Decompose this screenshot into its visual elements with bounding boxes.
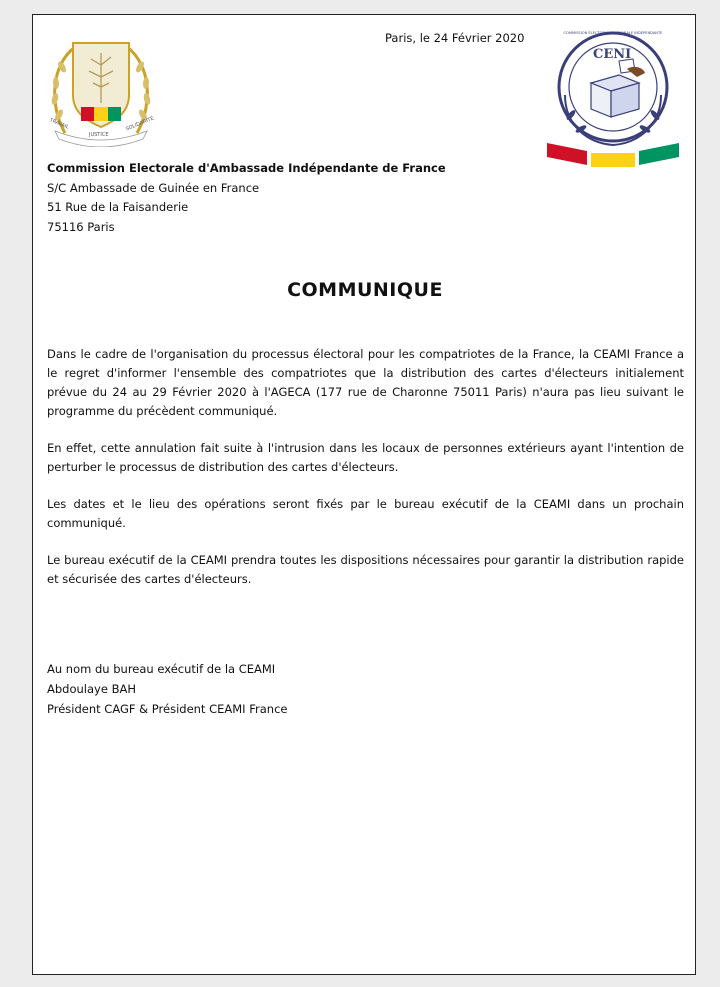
- date-line: Paris, le 24 Février 2020: [385, 31, 525, 45]
- signature-name: Abdoulaye BAH: [47, 682, 136, 696]
- coat-motto: [47, 115, 157, 151]
- paragraph: En effet, cette annulation fait suite à l'intrusion dans les locaux de personnes extérieurs ayant l'intention de perturber le processus de distribution des cartes d'électeurs.: [47, 441, 684, 474]
- paragraph: Les dates et le lieu des opérations seront fixés par le bureau exécutif de la CEAMI dans un prochain communiqué.: [47, 497, 684, 530]
- communique-body: [47, 345, 684, 607]
- ceni-ring-text: COMMISSION ÉLECTORALE NATIONALE INDÉPENDANTE: [563, 31, 663, 35]
- coat-motto-center: JUSTICE: [89, 132, 109, 138]
- signature-block: [47, 659, 287, 719]
- document-page: [32, 14, 696, 975]
- signature-line-1: Au nom du bureau exécutif de la CEAMI: [47, 662, 276, 676]
- coat-motto-left: TRAVAIL: [48, 117, 70, 131]
- paragraph: Dans le cadre de l'organisation du processus électoral pour les compatriotes de la France, la CEAMI France a le regret d'informer l'ensemble des compatriotes que la distribution des cartes d'électeurs initialement prévue du 24 au 29 Février 2020 à l'AGECA (177 rue de Charonne 75011 Paris) n'aura pas lieu suivant le programme du précèdent communiqué.: [47, 347, 684, 418]
- document-title: COMMUNIQUE: [287, 279, 443, 301]
- ceni-abbr: CENI: [593, 47, 632, 62]
- organization-name: Commission Electorale d'Ambassade Indépendante de France: [47, 161, 446, 175]
- address-line-2: 51 Rue de la Faisanderie: [47, 200, 189, 214]
- address-block: [47, 159, 446, 237]
- paragraph: Le bureau exécutif de la CEAMI prendra toutes les dispositions nécessaires pour garantir la distribution rapide et sécurisée des cartes d'électeurs.: [47, 553, 684, 586]
- address-line-1: S/C Ambassade de Guinée en France: [47, 180, 260, 195]
- address-line-3: 75116 Paris: [47, 219, 115, 234]
- coat-motto-right: SOLIDARITÉ: [124, 115, 155, 133]
- signature-title: Président CAGF & Président CEAMI France: [47, 702, 288, 716]
